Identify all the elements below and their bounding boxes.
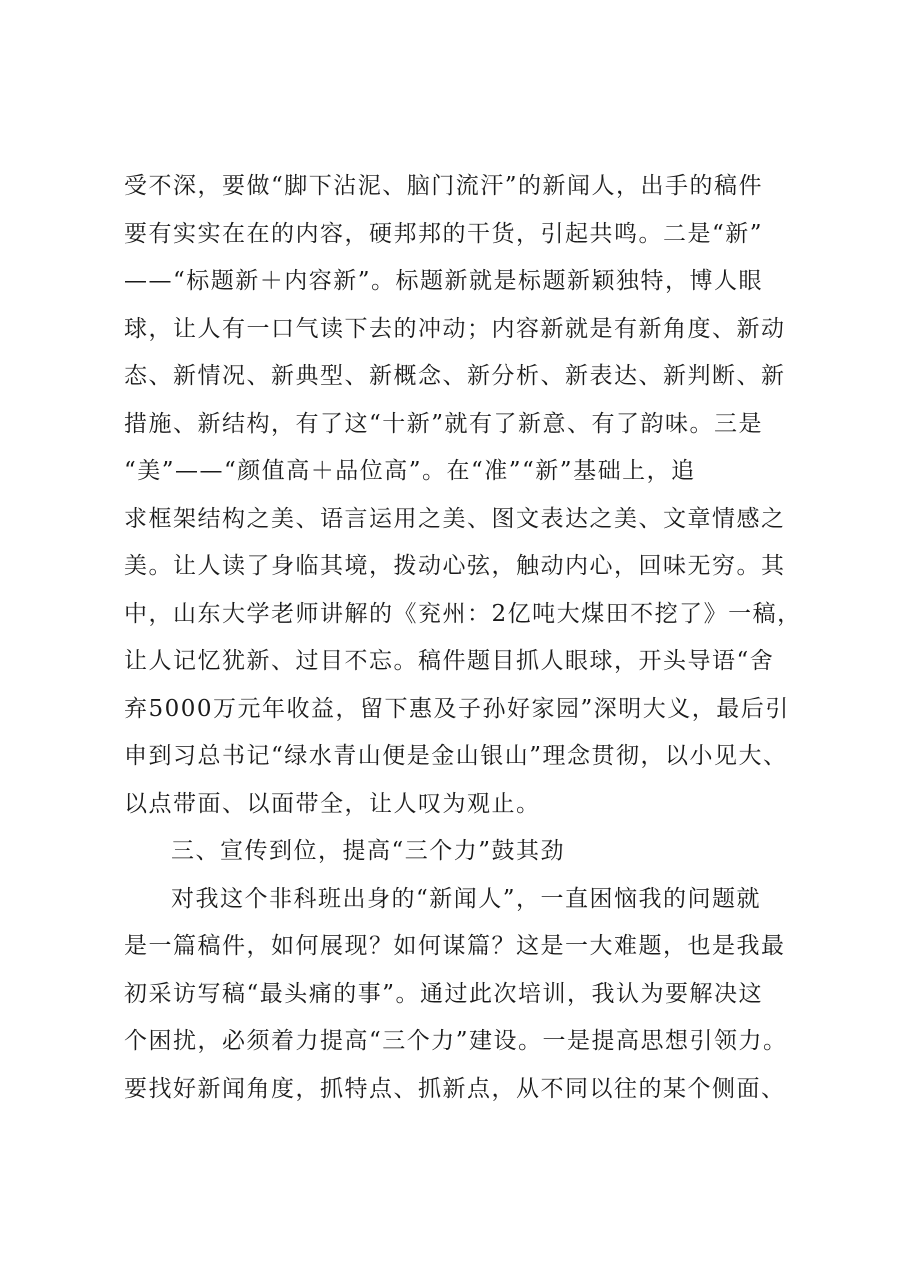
- text-line: 是一篇稿件，如何展现？如何谋篇？这是一大难题，也是我最: [124, 933, 786, 959]
- text-line: 受不深，要做“脚下沾泥、脑门流汗”的新闻人，出手的稿件: [124, 173, 764, 199]
- text-line: 个困扰，必须着力提高“三个力”建设。一是提高思想引领力。: [124, 1028, 788, 1054]
- text-line: 要有实实在在的内容，硬邦邦的干货，引起共鸣。二是“新”: [124, 220, 764, 247]
- body-text: [124, 163, 804, 1113]
- paragraph-first-line: 对我这个非科班出身的“新闻人”，一直困恼我的问题就: [171, 885, 762, 912]
- text-line: 要找好新闻角度，抓特点、抓新点，从不同以往的某个侧面、: [124, 1075, 786, 1102]
- text-line: 美。让人读了身临其境，拨动心弦，触动内心，回味无穷。其: [124, 553, 786, 579]
- text-line: 以点带面、以面带全，让人叹为观止。: [124, 790, 541, 817]
- text-line: 让人记忆犹新、过目不忘。稿件题目抓人眼球，开头导语“舍: [124, 648, 775, 674]
- text-line: 态、新情况、新典型、新概念、新分析、新表达、新判断、新: [124, 363, 786, 389]
- text-line: 弃5000万元年收益，留下惠及子孙好家园”深明大义，最后引: [124, 695, 790, 722]
- text-line: 中，山东大学老师讲解的《兖州：2亿吨大煤田不挖了》一稿，: [124, 600, 802, 627]
- text-line: 申到习总书记“绿水青山便是金山银山”理念贯彻，以小见大、: [124, 743, 788, 769]
- text-line: ——“标题新＋内容新”。标题新就是标题新颖独特，博人眼: [124, 268, 764, 294]
- section-heading: 三、宣传到位，提高“三个力”鼓其劲: [171, 838, 566, 864]
- text-line: 求框架结构之美、语言运用之美、图文表达之美、文章情感之: [124, 505, 786, 532]
- text-line: 措施、新结构，有了这“十新”就有了新意、有了韵味。三是: [124, 410, 764, 437]
- text-line: “美”——“颜值高＋品位高”。在“准”“新”基础上，追: [124, 458, 696, 484]
- text-line: 初采访写稿“最头痛的事”。通过此次培训，我认为要解决这: [124, 980, 764, 1007]
- text-line: 球，让人有一口气读下去的冲动；内容新就是有新角度、新动: [124, 315, 786, 342]
